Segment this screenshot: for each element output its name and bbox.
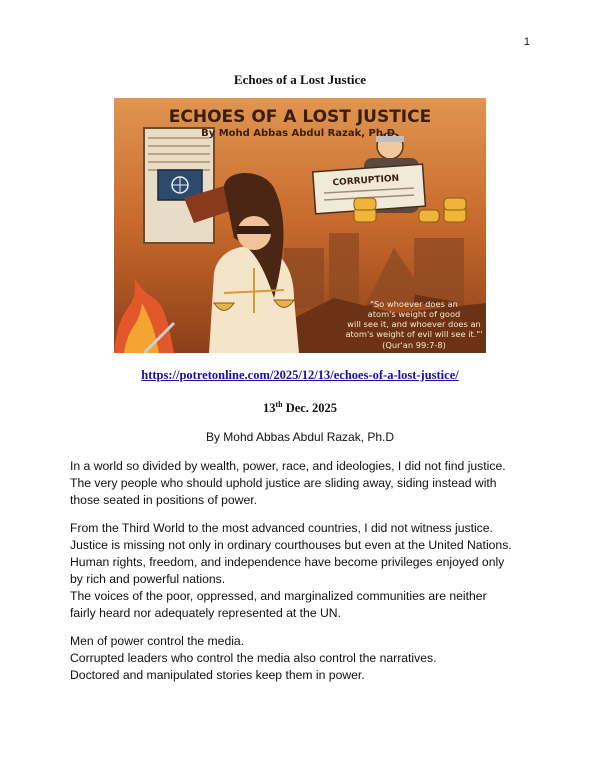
cover-quote-line: atom's weight of good [367, 309, 461, 319]
date-rest: Dec. 2025 [282, 401, 338, 416]
date-suffix: th [275, 400, 283, 409]
paragraph-line: Human rights, freedom, and independence have become privileges enjoyed only [70, 555, 505, 569]
paragraph-line: Doctored and manipulated stories keep them in power. [70, 668, 365, 682]
paragraph [70, 633, 540, 684]
un-building [144, 128, 214, 243]
byline: By Mohd Abbas Abdul Razak, Ph.D [205, 430, 395, 444]
paragraph-line: by rich and powerful nations. [70, 572, 226, 586]
cover-illustration [114, 98, 486, 353]
paragraph-line: From the Third World to the most advanced countries, I did not witness justice. [70, 521, 493, 535]
document-title: Echoes of a Lost Justice [233, 72, 367, 87]
paragraph-line: Corrupted leaders who control the media also control the narratives. [70, 651, 437, 665]
paragraph-line: The voices of the poor, oppressed, and marginalized communities are neither [70, 589, 487, 603]
paragraph-line: Justice is missing not only in ordinary courthouses but even at the United Nations. [70, 538, 512, 552]
cover-quote-line: atom's weight of evil will see it."' [345, 329, 483, 339]
article-body [70, 458, 540, 695]
paragraph-line: In a world so divided by wealth, power, race, and ideologies, I did not find justice. [70, 459, 506, 473]
cover-title: ECHOES OF A LOST JUSTICE [168, 107, 432, 127]
paragraph-line: those seated in positions of power. [70, 493, 257, 507]
publication-date [0, 400, 600, 416]
date-day: 13 [262, 401, 276, 416]
cover-author: By Mohd Abbas Abdul Razak, Ph.D. [201, 128, 399, 139]
cover-newspaper-headline: CORRUPTION [332, 173, 400, 189]
cover-quote-line: (Qur'an 99:7-8) [382, 340, 446, 350]
cover-quote-line: will see it, and whoever does an [347, 319, 481, 329]
paragraph [70, 458, 540, 509]
cover-quote-line: "So whoever does an [370, 299, 458, 309]
paragraph [70, 520, 540, 622]
paragraph-line: Men of power control the media. [70, 634, 245, 648]
paragraph-line: The very people who should uphold justice are sliding away, siding instead with [70, 476, 497, 490]
paragraph-line: fairly heard nor adequately represented at the UN. [70, 606, 341, 620]
article-link[interactable]: https://potretonline.com/2025/12/13/echoes-of-a-lost-justice/ [141, 368, 459, 382]
page-number: 1 [523, 36, 530, 48]
